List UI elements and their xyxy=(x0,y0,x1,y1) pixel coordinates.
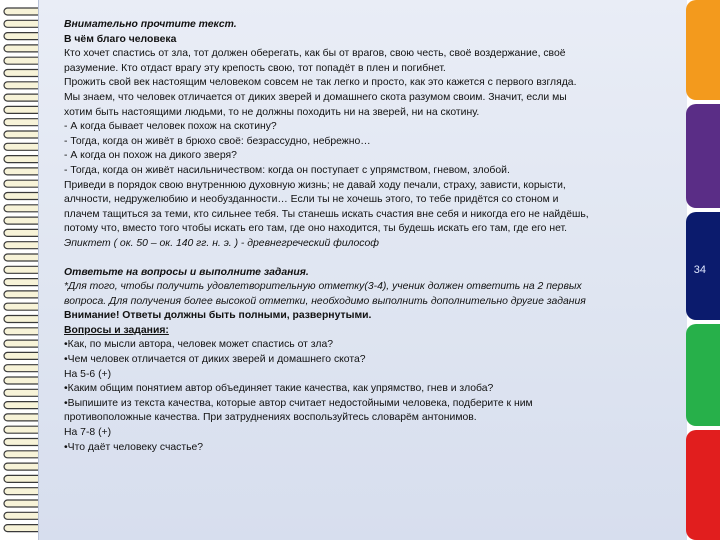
paragraph-line: Приведи в порядок свою внутреннюю духовную жизнь; не давай ходу печали, страху, зависти, корысти, xyxy=(64,179,566,191)
paragraph-line: - Тогда, когда он живёт в брюхо своё: безрассудно, небрежно… xyxy=(64,135,371,147)
paragraph-line: - А когда бывает человек похож на скотину? xyxy=(64,121,277,133)
paragraph-line: Кто хочет спастись от зла, тот должен оберегать, как бы от врагов, свою честь, своё воздержание, своё xyxy=(64,48,566,60)
subheading: В чём благо человека xyxy=(64,33,177,45)
paragraph-line: - Тогда, когда он живёт насильничеством: когда он поступает с упрямством, гневом, злобой. xyxy=(64,164,510,176)
paragraph-line: алчности, недружелюбию и необузданности… Если ты не хочешь этого, то тебе придётся со стоном и xyxy=(64,194,559,206)
question-line: •Чем человек отличается от диких зверей и домашнего скота? xyxy=(64,354,366,366)
paragraph-line: - А когда он похож на дикого зверя? xyxy=(64,150,237,162)
instruction-line: вопроса. Для получения более высокой отметки, необходимо выполнить дополнительно другие задания xyxy=(64,295,586,307)
tab-orange[interactable] xyxy=(686,0,720,100)
heading: Внимательно прочтите текст. xyxy=(64,19,237,30)
question-line: На 5-6 (+) xyxy=(64,368,112,380)
tab-red[interactable] xyxy=(686,430,720,540)
paragraph-line: разумение. Кто отдаст врагу эту крепость свою, тот попадёт в плен и погибнет. xyxy=(64,62,446,74)
color-tabs xyxy=(686,0,720,540)
question-line: •Выпишите из текста качества, которые автор считает недостойными человека, подберите к ним xyxy=(64,397,533,409)
paragraph-line: Мы знаем, что человек отличается от диких зверей и домашнего скота разумом своим. Значит, если мы xyxy=(64,91,567,103)
instruction-line: *Для того, чтобы получить удовлетворительную отметку(3-4), ученик должен ответить на 2 первых xyxy=(64,281,582,293)
spacer xyxy=(64,252,664,266)
page-number: 34 xyxy=(693,264,706,276)
paragraph-line: хотим быть настоящими людьми, то не должны походить ни на зверей, ни на скотину. xyxy=(64,106,480,118)
paragraph-line: потому что, вместо того чтобы искать его там, где оно находится, ты будешь искать его там, где его нет. xyxy=(64,223,567,235)
attention-line: Внимание! Ответы должны быть полными, развернутыми. xyxy=(64,310,372,322)
question-line: •Как, по мысли автора, человек может спастись от зла? xyxy=(64,339,334,351)
question-line: •Каким общим понятием автор объединяет такие качества, как упрямство, гнев и злоба? xyxy=(64,383,494,395)
question-line: На 7-8 (+) xyxy=(64,427,112,439)
question-line: •Что даёт человеку счастье? xyxy=(64,441,204,453)
paragraph-line: Прожить свой век настоящим человеком совсем не так легко и просто, как это кажется с первого взгляда. xyxy=(64,77,577,89)
tab-green[interactable] xyxy=(686,324,720,426)
text-content xyxy=(64,18,664,455)
question-line: противоположные качества. При затруднениях воспользуйтесь словарём антонимов. xyxy=(64,412,477,424)
tab-purple[interactable] xyxy=(686,104,720,208)
questions-heading: Вопросы и задания: xyxy=(64,324,169,336)
task-heading: Ответьте на вопросы и выполните задания. xyxy=(64,266,309,278)
paragraph-line: плачем тащиться за теми, кто сильнее тебя. Ты станешь искать счастия вне себя и никогда его не найдёшь, xyxy=(64,208,589,220)
author-line: Эпиктет ( ок. 50 – ок. 140 гг. н. э. ) - древнегреческий философ xyxy=(64,237,379,249)
